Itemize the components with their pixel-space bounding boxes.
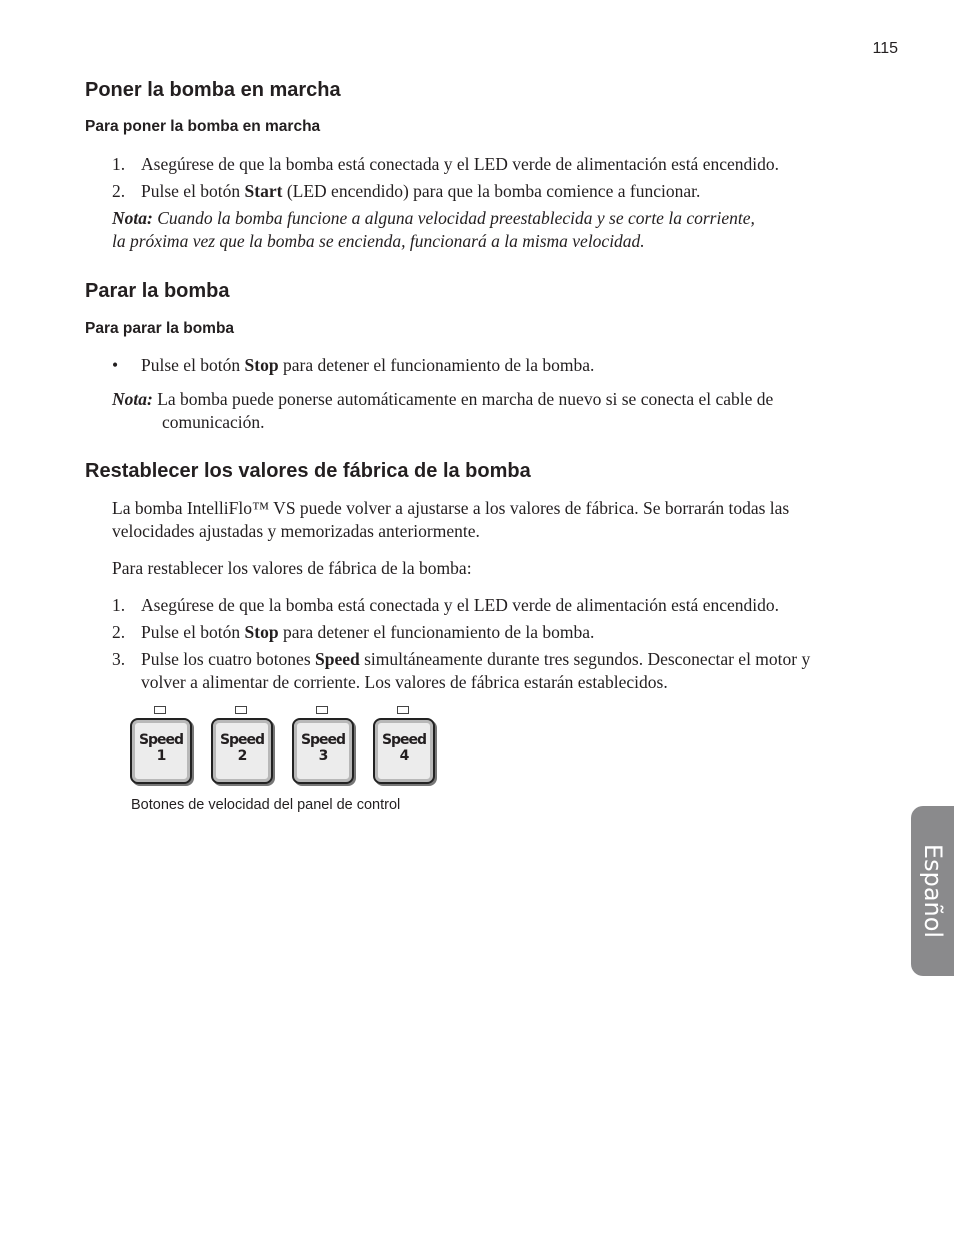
stop-keyword: Stop xyxy=(244,622,279,642)
step-text: Asegúrese de que la bomba está conectada y el LED verde de alimentación está encendido. xyxy=(141,154,779,174)
step-text: Pulse el botón Start (LED encendido) para que la bomba comience a funcionar. xyxy=(141,181,701,201)
page-number: 115 xyxy=(872,40,898,57)
reset-intro: La bomba IntelliFlo™ VS puede volver a ajustarse a los valores de fábrica. Se borrarán todas las velocidades ajustadas y memorizadas anteriormente. xyxy=(112,498,790,541)
step-text: Pulse el botón Stop para detener el funcionamiento de la bomba. xyxy=(141,622,595,642)
led-indicator xyxy=(397,706,409,714)
note-start: Nota: Cuando la bomba funcione a alguna velocidad preestablecida y se corte la corriente, la próxima vez que la bomba se encienda, funcionará a la misma velocidad. xyxy=(112,208,755,251)
step-text: Pulse los cuatro botones Speed simultáneamente durante tres segundos. Desconectar el motor y volver a alimentar de corriente. Los valores de fábrica estarán establecidos. xyxy=(141,649,811,692)
step-number: 2. xyxy=(112,622,126,642)
speed-button-1: Speed 1 xyxy=(130,718,192,784)
reset-lead: Para restablecer los valores de fábrica de la bomba: xyxy=(112,558,472,578)
start-keyword: Start xyxy=(244,181,283,201)
speed-button-3: Speed 3 xyxy=(292,718,354,784)
speed-button-2: Speed 2 xyxy=(211,718,273,784)
speed-buttons-figure xyxy=(128,704,440,790)
led-indicator xyxy=(316,706,328,714)
step-number: 1. xyxy=(112,595,126,615)
section-title-reset: Restablecer los valores de fábrica de la bomba xyxy=(85,460,531,482)
led-indicator xyxy=(154,706,166,714)
note-label: Nota: xyxy=(112,389,153,409)
bullet: • xyxy=(112,355,119,375)
stop-keyword: Stop xyxy=(244,355,279,375)
note-label: Nota: xyxy=(112,208,153,228)
language-tab-label: Español xyxy=(918,843,947,939)
step-number: 3. xyxy=(112,649,126,669)
figure-caption: Botones de velocidad del panel de control xyxy=(131,797,401,813)
step-number: 1. xyxy=(112,154,126,174)
led-indicator xyxy=(235,706,247,714)
bullet-text: Pulse el botón Stop para detener el funcionamiento de la bomba. xyxy=(141,355,595,375)
section-title-stop: Parar la bomba xyxy=(85,280,230,302)
step-text: Asegúrese de que la bomba está conectada y el LED verde de alimentación está encendido. xyxy=(141,595,779,615)
note-stop: Nota: La bomba puede ponerse automáticamente en marcha de nuevo si se conecta el cable de comunicación. xyxy=(112,389,774,432)
step-number: 2. xyxy=(112,181,126,201)
speed-button-4: Speed 4 xyxy=(373,718,435,784)
section-title-start: Poner la bomba en marcha xyxy=(85,79,341,101)
subtitle-stop: Para parar la bomba xyxy=(85,320,235,337)
subtitle-start: Para poner la bomba en marcha xyxy=(85,118,321,135)
speed-keyword: Speed xyxy=(315,649,360,669)
language-tab xyxy=(911,806,954,976)
